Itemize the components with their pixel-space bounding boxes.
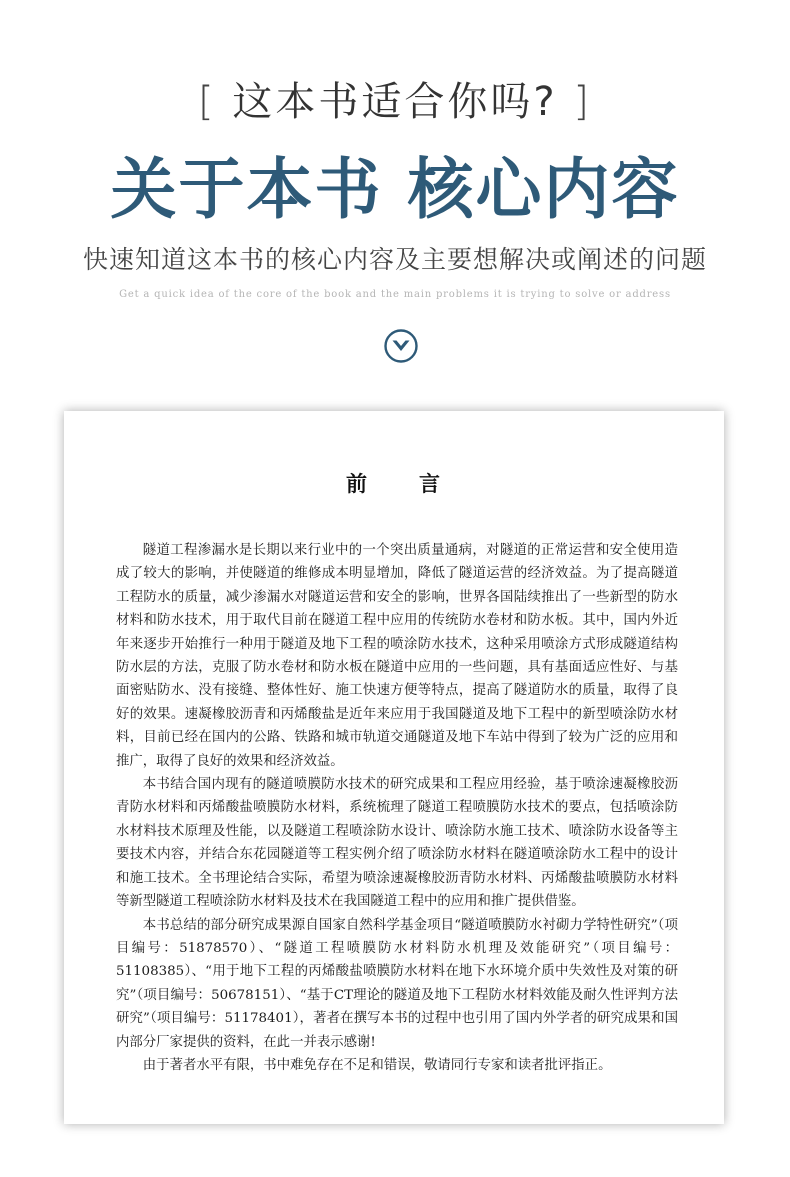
question-heading: [0, 74, 790, 130]
circle-chevron-down-icon: [383, 328, 419, 364]
preface-paragraph-4: 由于著者水平有限，书中难免存在不足和错误，敬请同行专家和读者批评指正。: [142, 1057, 612, 1073]
question-text: 这本书适合你吗?: [232, 79, 558, 125]
bracket-left: [: [198, 79, 217, 125]
preface-title-char-2: 言: [419, 471, 442, 496]
bracket-right: ]: [573, 79, 592, 125]
description-english: Get a quick idea of the core of the book and the main problems it is trying to solve or address: [119, 289, 671, 300]
preface-title: [64, 469, 724, 499]
preface-body: [116, 539, 678, 1077]
main-title: 关于本书 核心内容: [110, 151, 680, 228]
description-chinese: 快速知道这本书的核心内容及主要想解决或阐述的问题: [82, 245, 707, 274]
preface-paragraph-2: 本书结合国内现有的隧道喷膜防水技术的研究成果和工程应用经验，基于喷涂速凝橡胶沥青防水材料和丙烯酸盐喷膜防水材料，系统梳理了隧道工程喷膜防水技术的要点，包括喷涂防水材料技术原理及性能，以及隧道工程喷涂防水设计、喷涂防水施工技术、喷涂防水设备等主要技术内容，并结合东花园隧道等工程实例介绍了喷涂防水材料在隧道喷涂防水工程中的设计和施工技术。全书理论结合实际，希望为喷涂速凝橡胶沥青防水材料、丙烯酸盐喷膜防水材料等新型隧道工程喷涂防水材料及技术在我国隧道工程中的应用和推广提供借鉴。: [116, 777, 678, 910]
book-page-card: [64, 411, 724, 1124]
preface-paragraph-3: 本书总结的部分研究成果源自国家自然科学基金项目“隧道喷膜防水衬砌力学特性研究”（项目编号：51878570）、“隧道工程喷膜防水材料防水机理及效能研究”（项目编号：51108385）、“用于地下工程的丙烯酸盐喷膜防水材料在地下水环境介质中失效性及对策的研究”（项目编号：50678151）、“基于CT理论的隧道及地下工程防水材料效能及耐久性评判方法研究”（项目编号：51178401），著者在撰写本书的过程中也引用了国内外学者的研究成果和国内部分厂家提供的资料，在此一并表示感谢!: [116, 917, 678, 1050]
preface-title-char-1: 前: [346, 471, 369, 496]
preface-paragraph-1: 隧道工程渗漏水是长期以来行业中的一个突出质量通病，对隧道的正常运营和安全使用造成了较大的影响，并使隧道的维修成本明显增加，降低了隧道运营的经济效益。为了提高隧道工程防水的质量，减少渗漏水对隧道运营和安全的影响，世界各国陆续推出了一些新型的防水材料和防水技术，用于取代目前在隧道工程中应用的传统防水卷材和防水板。其中，国内外近年来逐步开始推行一种用于隧道及地下工程的喷涂防水技术，这种采用喷涂方式形成隧道结构防水层的方法，克服了防水卷材和防水板在隧道中应用的一些问题，具有基面适应性好、与基面密贴防水、没有接缝、整体性好、施工快速方便等特点，提高了隧道防水的质量，取得了良好的效果。速凝橡胶沥青和丙烯酸盐是近年来应用于我国隧道及地下工程中的新型喷涂防水材料，目前已经在国内的公路、铁路和城市轨道交通隧道及地下车站中得到了较为广泛的应用和推广，取得了良好的效果和经济效益。: [116, 543, 678, 769]
header-section: [0, 0, 790, 405]
